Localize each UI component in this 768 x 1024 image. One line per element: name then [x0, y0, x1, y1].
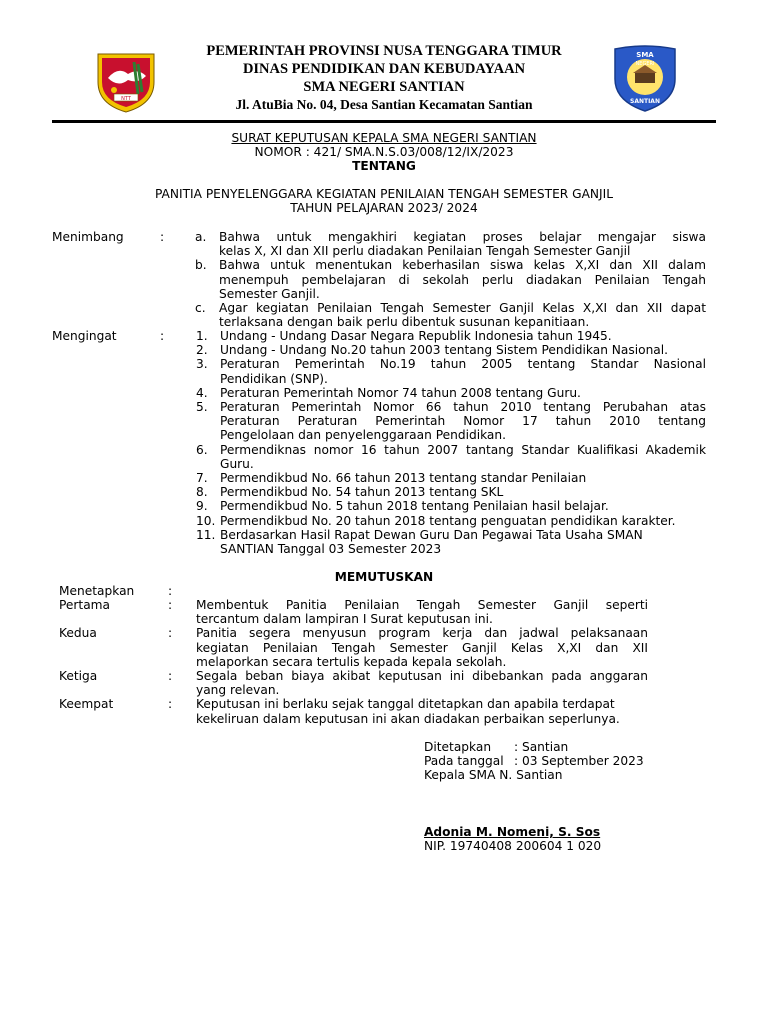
date-value: : 03 September 2023 — [514, 754, 644, 768]
mengingat-marker: 10. — [196, 513, 216, 528]
item-text-line: Bahwa untuk menentukan keberhasilan siswa kelas X,XI dan XII dalam — [219, 258, 706, 273]
menimbang-item — [219, 230, 706, 258]
item-text-line: tercantum dalam lampiran I Surat keputusan ini. — [196, 612, 493, 627]
signer-nip: NIP. 19740408 200604 1 020 — [424, 839, 602, 853]
svg-text:NEGERI: NEGERI — [635, 61, 655, 67]
item-text-line: Semester Ganjil. — [219, 286, 320, 301]
item-text-line: Undang - Undang Dasar Negara Republik Indonesia tahun 1945. — [220, 329, 612, 343]
letterhead-government: PEMERINTAH PROVINSI NUSA TENGGARA TIMUR — [206, 43, 562, 59]
item-text-line: Bahwa untuk mengakhiri kegiatan proses belajar mengajar siswa — [219, 230, 706, 244]
letterhead-school: SMA NEGERI SANTIAN — [303, 79, 465, 95]
decree-subject-line1: PANITIA PENYELENGGARA KEGIATAN PENILAIAN TENGAH SEMESTER GANJIL — [154, 187, 614, 201]
mengingat-item — [220, 499, 706, 513]
school-shield-icon — [611, 43, 679, 113]
date-label: Pada tanggal — [424, 754, 504, 768]
memutuskan-heading: MEMUTUSKAN — [334, 570, 434, 584]
letterhead — [170, 42, 598, 114]
mengingat-marker: 8. — [196, 485, 208, 500]
item-text-line: menempuh pembelajaran di sekolah perlu diadakan Penilaian Tengah — [219, 272, 706, 287]
mengingat-item — [220, 343, 706, 357]
item-text-line: Permendiknas nomor 16 tahun 2007 tantang Standar Kualifikasi Akademik — [220, 442, 706, 457]
menimbang-item — [219, 258, 706, 301]
item-text-line: Guru. — [220, 456, 254, 471]
item-text-line: Berdasarkan Hasil Rapat Dewan Guru Dan Pegawai Tata Usaha SMAN — [220, 527, 643, 542]
decision-label: Ketiga — [59, 669, 98, 683]
decision-item — [196, 669, 648, 697]
item-text-line: kelas X, XI dan XII perlu diadakan Penilaian Tengah Semester Ganjil — [219, 244, 631, 259]
mengingat-item — [220, 329, 706, 343]
item-text-line: kegiatan Penilaian Tengah Semester Ganjil Kelas X,XI dan XII — [196, 640, 648, 655]
mengingat-marker: 2. — [196, 343, 208, 358]
mengingat-marker: 5. — [196, 400, 208, 414]
mengingat-item — [220, 443, 706, 471]
signer-name: Adonia M. Nomeni, S. Sos — [424, 825, 601, 839]
mengingat-item — [220, 485, 706, 499]
item-text-line: Agar kegiatan Penilaian Tengah Semester Ganjil Kelas X,XI dan XII dapat — [219, 301, 706, 315]
item-text-line: Membentuk Panitia Penilaian Tengah Semester Ganjil seperti — [196, 598, 648, 612]
decision-label: Kedua — [59, 626, 97, 641]
decision-label: Keempat — [59, 697, 114, 712]
mengingat-marker: 1. — [196, 329, 208, 343]
letterhead-department: DINAS PENDIDIKAN DAN KEBUDAYAAN — [242, 61, 526, 77]
mengingat-colon: : — [160, 329, 165, 343]
item-text-line: SANTIAN Tanggal 03 Semester 2023 — [220, 541, 442, 556]
decision-item — [196, 626, 648, 669]
item-colon: : — [168, 697, 173, 712]
decision-label: Pertama — [59, 598, 111, 612]
menimbang-colon: : — [160, 230, 165, 244]
mengingat-marker: 7. — [196, 471, 208, 485]
item-text-line: Peraturan Pemerintah Nomor 74 tahun 2008 tentang Guru. — [220, 385, 581, 400]
item-text-line: melaporkan secara tertulis kepada kepala sekolah. — [196, 654, 507, 669]
item-text-line: Permendikbud No. 66 tahun 2013 tentang standar Penilaian — [220, 471, 587, 485]
menetapkan-label: Menetapkan — [59, 584, 135, 598]
set-at-label: Ditetapkan — [424, 740, 492, 754]
item-text-line: yang relevan. — [196, 683, 280, 698]
mengingat-marker: 9. — [196, 499, 208, 514]
mengingat-label: Mengingat — [52, 329, 117, 343]
decree-number: NOMOR : 421/ SMA.N.S.03/008/12/IX/2023 — [254, 145, 514, 159]
decree-title: SURAT KEPUTUSAN KEPALA SMA NEGERI SANTIAN — [231, 131, 537, 145]
item-text-line: Peraturan Peraturan Pemerintah Nomor 17 tahun 2010 tentang — [220, 414, 706, 429]
decree-subject-line2: TAHUN PELAJARAN 2023/ 2024 — [290, 201, 478, 215]
decision-item — [196, 598, 648, 626]
item-text-line: Pendidikan (SNP). — [220, 371, 328, 386]
menimbang-marker: a. — [195, 230, 207, 244]
item-text-line: Permendikbud No. 20 tahun 2018 tentang penguatan pendidikan karakter. — [220, 513, 676, 528]
menimbang-label: Menimbang — [52, 230, 124, 244]
menimbang-marker: b. — [195, 258, 207, 273]
item-text-line: Peraturan Pemerintah No.19 tahun 2005 tentang Standar Nasional — [220, 357, 706, 372]
item-text-line: Permendikbud No. 54 tahun 2013 tentang SKL — [220, 485, 504, 500]
mengingat-marker: 4. — [196, 385, 208, 400]
mengingat-marker: 6. — [196, 442, 208, 457]
svg-text:SMA: SMA — [636, 51, 654, 59]
mengingat-item — [220, 386, 706, 400]
item-text-line: Pengelolaan dan penyelenggaraan Pendidikan. — [220, 428, 506, 443]
item-text-line: kekeliruan dalam keputusan ini akan diadakan perbaikan seperlunya. — [196, 711, 620, 726]
letterhead-divider — [52, 120, 716, 123]
mengingat-marker: 11. — [196, 527, 216, 542]
item-colon: : — [168, 626, 173, 641]
letterhead-address: Jl. AtuBia No. 04, Desa Santian Kecamatan Santian — [235, 97, 533, 112]
item-text-line: Panitia segera menyusun program kerja dan jadwal pelaksanaan — [196, 626, 648, 641]
decree-about: TENTANG — [352, 159, 416, 173]
mengingat-item — [220, 400, 706, 443]
mengingat-marker: 3. — [196, 357, 208, 372]
signer-position: Kepala SMA N. Santian — [424, 768, 563, 782]
item-text-line: Keputusan ini berlaku sejak tanggal ditetapkan dan apabila terdapat — [196, 697, 615, 712]
item-text-line: terlaksana dengan baik perlu dibentuk susunan kepanitiaan. — [219, 315, 590, 330]
mengingat-item — [220, 514, 706, 528]
svg-text:NTT: NTT — [121, 96, 131, 102]
menetapkan-colon: : — [168, 584, 173, 598]
provincial-emblem-icon — [94, 48, 158, 114]
decision-item — [196, 697, 648, 725]
item-colon: : — [168, 669, 173, 683]
item-text-line: Permendikbud No. 5 tahun 2018 tentang Penilaian hasil belajar. — [220, 499, 609, 514]
item-colon: : — [168, 598, 173, 612]
item-text-line: Segala beban biaya akibat keputusan ini dibebankan pada anggaran — [196, 669, 648, 683]
svg-text:SANTIAN: SANTIAN — [630, 98, 660, 105]
item-text-line: Undang - Undang No.20 tahun 2003 tentang Sistem Pendidikan Nasional. — [220, 343, 669, 358]
set-at-value: : Santian — [514, 740, 569, 754]
item-text-line: Peraturan Pemerintah Nomor 66 tahun 2010 tentang Perubahan atas — [220, 400, 706, 414]
mengingat-item — [220, 471, 706, 485]
mengingat-item — [220, 357, 706, 385]
menimbang-marker: c. — [195, 301, 206, 315]
menimbang-item — [219, 301, 706, 329]
mengingat-item — [220, 528, 706, 556]
